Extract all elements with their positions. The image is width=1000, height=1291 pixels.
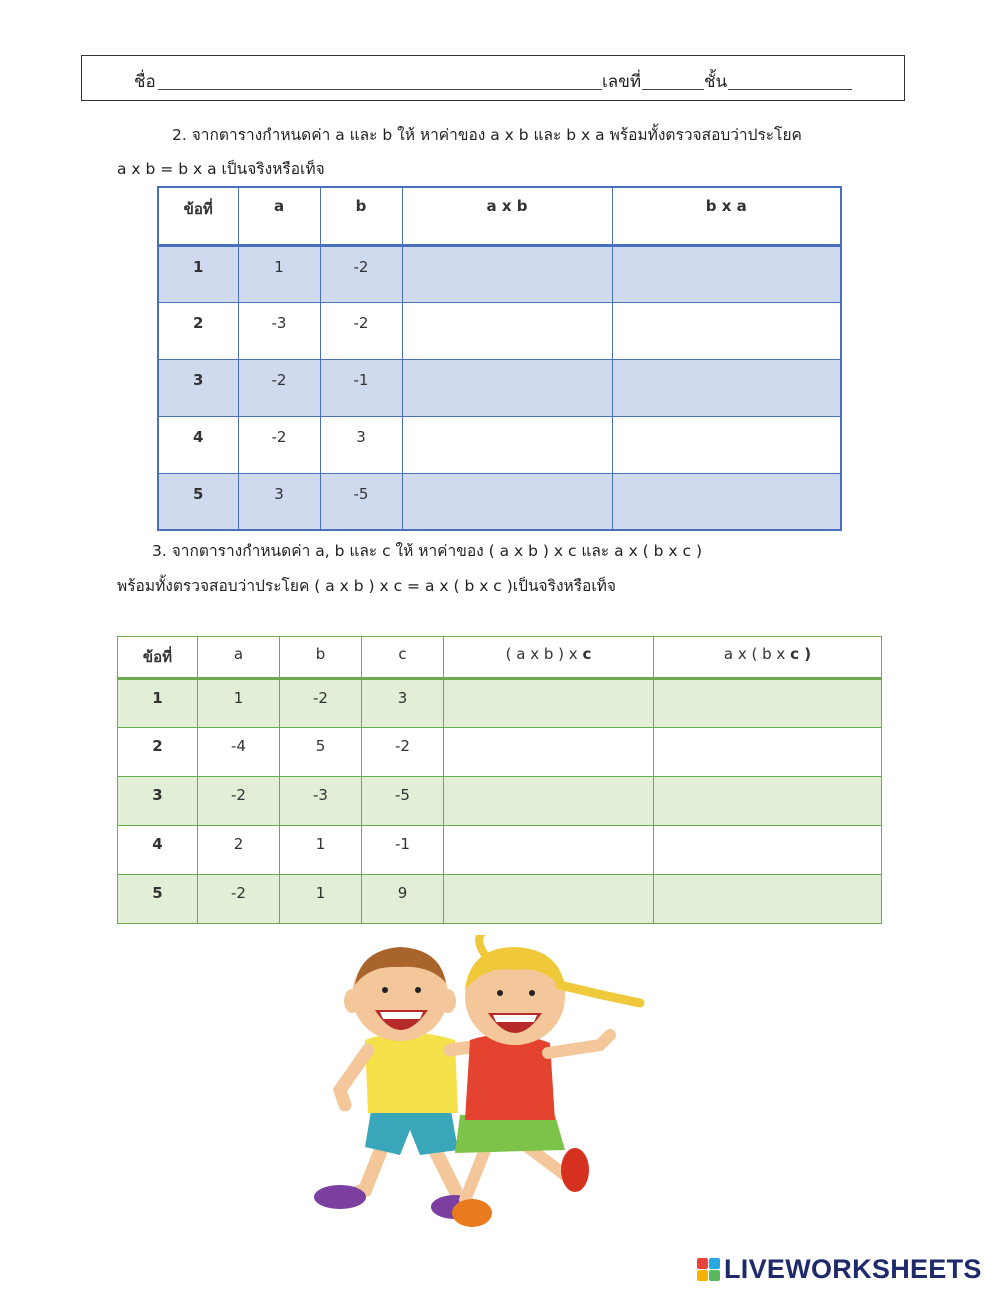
answer-ab-times-c[interactable] xyxy=(444,728,654,777)
header-ab-times-c-var: c xyxy=(582,645,592,663)
header-a: a xyxy=(238,187,320,245)
logo-text: LIVEWORKSHEETS xyxy=(724,1254,982,1284)
table-question-3 xyxy=(117,636,882,924)
value-b: -3 xyxy=(280,777,362,826)
header-a-times-b: a x b xyxy=(402,187,612,245)
answer-ab-times-c[interactable] xyxy=(444,875,654,924)
liveworksheets-logo xyxy=(697,1254,982,1285)
kids-illustration xyxy=(310,935,660,1245)
answer-a-times-b[interactable] xyxy=(402,473,612,530)
value-b: -2 xyxy=(320,245,402,302)
item-no: 2 xyxy=(158,302,238,359)
class-blank[interactable] xyxy=(728,89,852,90)
answer-b-times-a[interactable] xyxy=(612,473,841,530)
value-a: -4 xyxy=(198,728,280,777)
item-no: 5 xyxy=(158,473,238,530)
value-b: -2 xyxy=(280,679,362,728)
table-row xyxy=(158,416,841,473)
table-row xyxy=(158,302,841,359)
answer-b-times-a[interactable] xyxy=(612,302,841,359)
item-no: 4 xyxy=(118,826,198,875)
value-c: -1 xyxy=(362,826,444,875)
header-item-no: ข้อที่ xyxy=(158,187,238,245)
header-ab-times-c xyxy=(444,637,654,679)
value-b: 5 xyxy=(280,728,362,777)
value-b: -2 xyxy=(320,302,402,359)
answer-a-times-bc[interactable] xyxy=(654,679,882,728)
answer-a-times-b[interactable] xyxy=(402,416,612,473)
item-no: 2 xyxy=(118,728,198,777)
item-no: 4 xyxy=(158,416,238,473)
answer-ab-times-c[interactable] xyxy=(444,777,654,826)
table-row xyxy=(158,359,841,416)
header-b: b xyxy=(320,187,402,245)
item-no: 3 xyxy=(118,777,198,826)
value-b: 1 xyxy=(280,875,362,924)
value-c: 9 xyxy=(362,875,444,924)
answer-a-times-bc[interactable] xyxy=(654,826,882,875)
header-item-no: ข้อที่ xyxy=(118,637,198,679)
value-a: -2 xyxy=(238,359,320,416)
table-row xyxy=(158,473,841,530)
number-label: เลขที่ xyxy=(602,72,642,92)
header-ab-times-c-text: ( a x b ) x xyxy=(505,645,583,663)
item-no: 1 xyxy=(118,679,198,728)
value-a: 3 xyxy=(238,473,320,530)
table-row xyxy=(118,826,882,875)
answer-ab-times-c[interactable] xyxy=(444,679,654,728)
answer-a-times-bc[interactable] xyxy=(654,875,882,924)
table-row xyxy=(118,875,882,924)
answer-a-times-b[interactable] xyxy=(402,302,612,359)
value-b: -1 xyxy=(320,359,402,416)
answer-a-times-bc[interactable] xyxy=(654,777,882,826)
question-3-line-2: พร้อมทั้งตรวจสอบว่าประโยค ( a x b ) x c = a x ( b x c )เป็นจริงหรือเท็จ xyxy=(117,577,616,595)
answer-b-times-a[interactable] xyxy=(612,416,841,473)
question-3-line-1: 3. จากตารางกำหนดค่า a, b และ c ให้ หาค่าของ ( a x b ) x c และ a x ( b x c ) xyxy=(152,542,703,560)
header-a-times-bc-var: c ) xyxy=(790,645,812,663)
table-header-row xyxy=(118,637,882,679)
value-c: -2 xyxy=(362,728,444,777)
answer-ab-times-c[interactable] xyxy=(444,826,654,875)
value-a: -2 xyxy=(238,416,320,473)
answer-b-times-a[interactable] xyxy=(612,245,841,302)
table-header-row xyxy=(158,187,841,245)
value-a: -3 xyxy=(238,302,320,359)
answer-a-times-bc[interactable] xyxy=(654,728,882,777)
table-row xyxy=(118,777,882,826)
answer-a-times-b[interactable] xyxy=(402,245,612,302)
student-info-box xyxy=(81,55,905,101)
answer-b-times-a[interactable] xyxy=(612,359,841,416)
table-row xyxy=(118,728,882,777)
table-row xyxy=(118,679,882,728)
value-a: 2 xyxy=(198,826,280,875)
number-blank[interactable] xyxy=(642,89,704,90)
value-a: 1 xyxy=(238,245,320,302)
header-a: a xyxy=(198,637,280,679)
question-2-line-1: 2. จากตารางกำหนดค่า a และ b ให้ หาค่าของ a x b และ b x a พร้อมทั้งตรวจสอบว่าประโยค xyxy=(172,126,802,144)
item-no: 1 xyxy=(158,245,238,302)
table-question-2 xyxy=(157,186,842,531)
item-no: 5 xyxy=(118,875,198,924)
name-label: ชื่อ xyxy=(134,72,156,92)
value-c: 3 xyxy=(362,679,444,728)
header-a-times-bc xyxy=(654,637,882,679)
header-a-times-bc-text: a x ( b x xyxy=(723,645,791,663)
value-a: -2 xyxy=(198,777,280,826)
item-no: 3 xyxy=(158,359,238,416)
table-row xyxy=(158,245,841,302)
name-blank[interactable] xyxy=(158,89,602,90)
value-c: -5 xyxy=(362,777,444,826)
question-2-line-2: a x b = b x a เป็นจริงหรือเท็จ xyxy=(117,160,325,178)
answer-a-times-b[interactable] xyxy=(402,359,612,416)
header-b: b xyxy=(280,637,362,679)
class-label: ชั้น xyxy=(704,72,728,92)
value-a: -2 xyxy=(198,875,280,924)
value-a: 1 xyxy=(198,679,280,728)
logo-icon xyxy=(697,1258,720,1281)
value-b: 3 xyxy=(320,416,402,473)
value-b: -5 xyxy=(320,473,402,530)
value-b: 1 xyxy=(280,826,362,875)
header-b-times-a: b x a xyxy=(612,187,841,245)
header-c: c xyxy=(362,637,444,679)
